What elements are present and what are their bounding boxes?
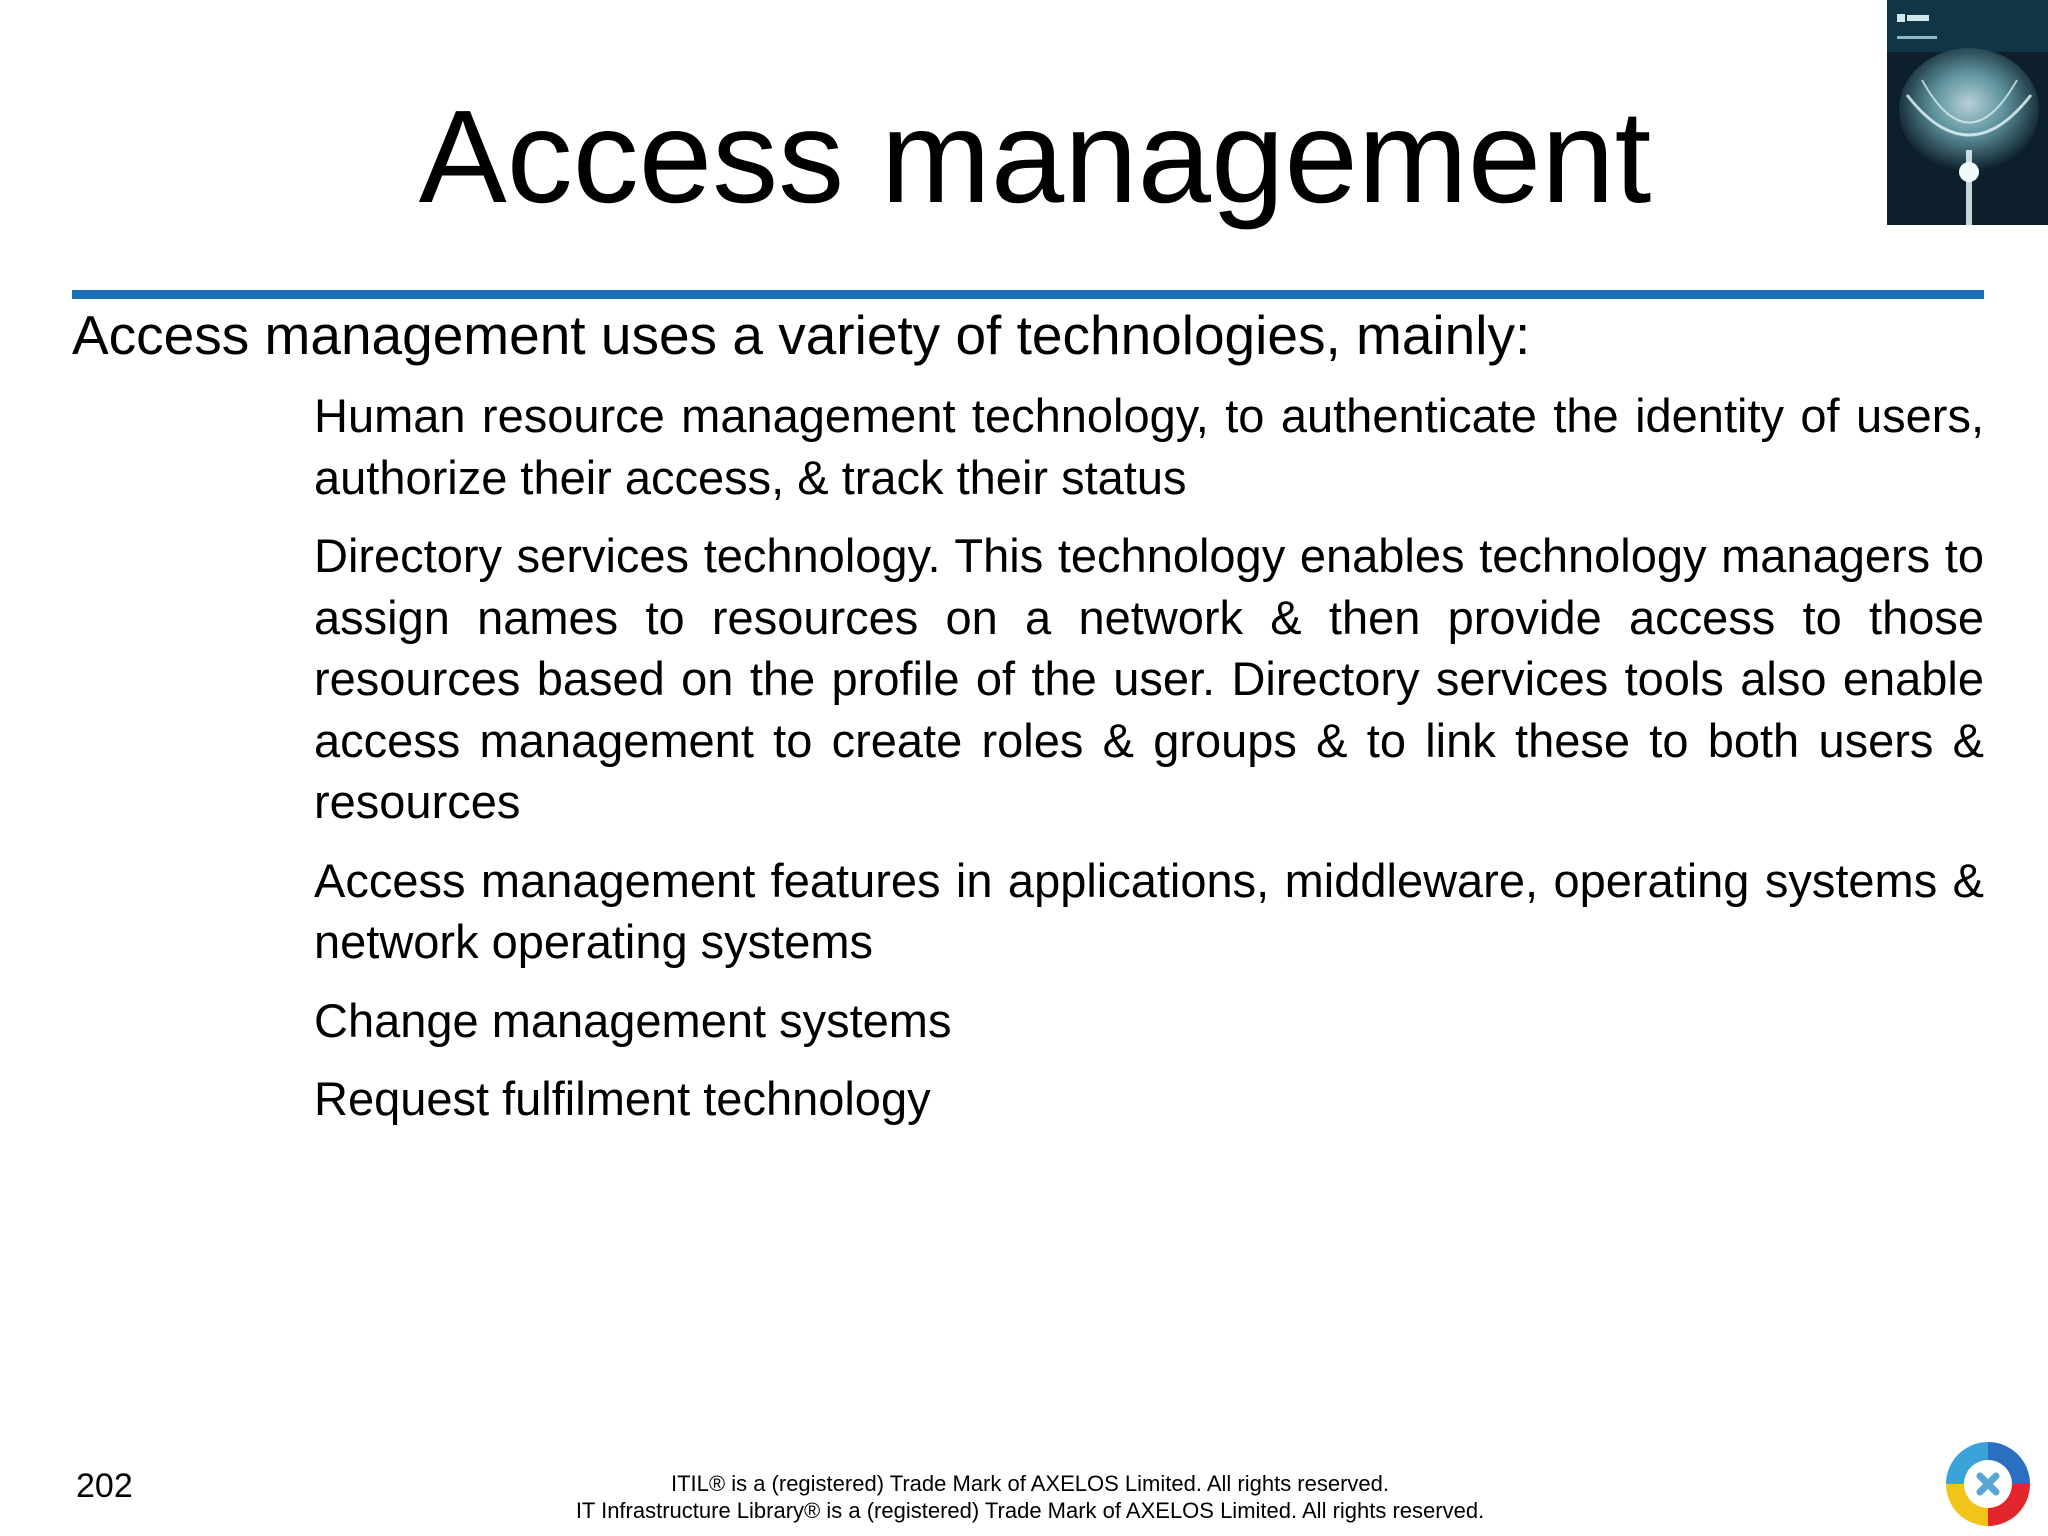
- pdca-logo: [1942, 1438, 2034, 1530]
- lead-text: Access management uses a variety of technologies, mainly:: [72, 304, 1531, 366]
- list-item: Request fulfilment technology: [314, 1072, 931, 1125]
- footer-line: IT Infrastructure Library® is a (registered) Trade Mark of AXELOS Limited. All rights reserved.: [575, 1498, 1485, 1523]
- pdca-cycle-icon: [1942, 1438, 2034, 1530]
- slide-title: Access management: [418, 83, 1652, 230]
- itil-cover-thumbnail: [1887, 0, 2048, 225]
- list-item: Directory services technology. This technology enables technology managers to assign names to resources on a network & then provide access to those resources based on the profile of the user. Directory services tools also enable access management to create roles & groups & to link these to both users & resources: [314, 529, 1984, 828]
- page-number: 202: [76, 1467, 133, 1505]
- title-divider: [72, 290, 1984, 299]
- list-item: Access management features in applications, middleware, operating systems & network operating systems: [314, 853, 1984, 968]
- technology-list: [314, 385, 1984, 1147]
- book-cover-icon: [1887, 0, 2048, 225]
- list-item: Human resource management technology, to authenticate the identity of users, authorize their access, & track their status: [314, 389, 1984, 504]
- trademark-footer: [380, 1470, 1680, 1524]
- list-item: Change management systems: [314, 993, 952, 1047]
- footer-line: ITIL® is a (registered) Trade Mark of AXELOS Limited. All rights reserved.: [670, 1471, 1390, 1496]
